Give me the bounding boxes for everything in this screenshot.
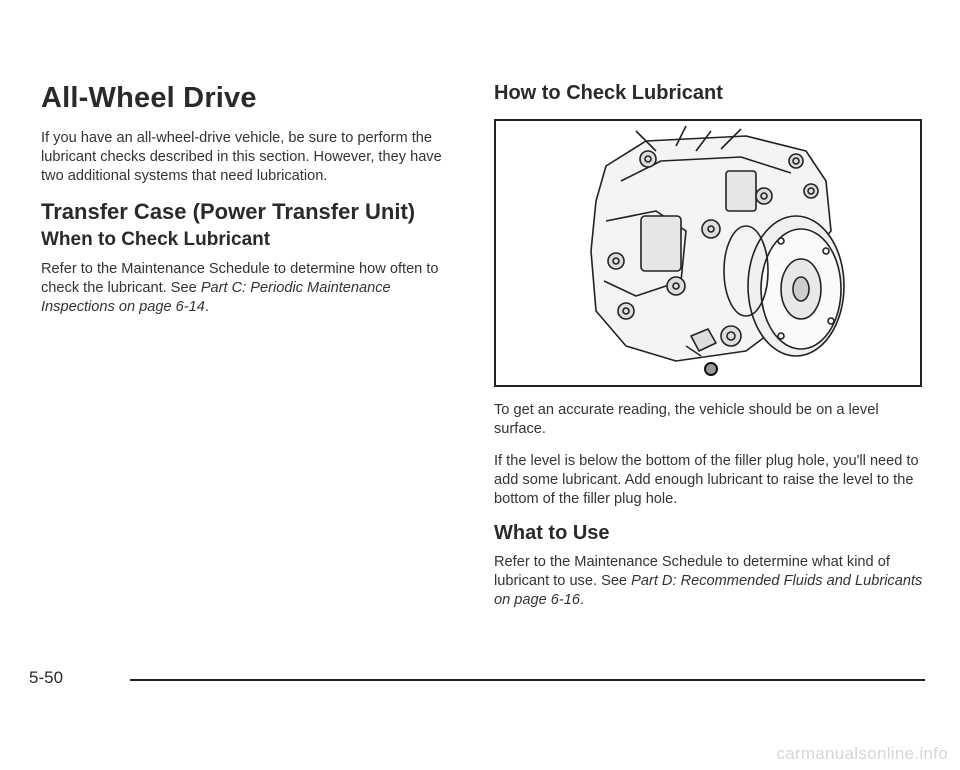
periodic-inspections-reference[interactable]: Part C: Periodic Maintenance Inspections on page 6-14 bbox=[41, 280, 391, 315]
transfer-case-illustration-icon bbox=[496, 121, 920, 385]
what-to-use-paragraph bbox=[494, 553, 924, 610]
subheading-what-to-use: What to Use bbox=[494, 522, 610, 544]
right-column bbox=[494, 82, 924, 623]
when-text: Refer to the Maintenance Schedule to determine how often to check the lubricant. See bbox=[41, 261, 439, 296]
section-heading-transfer-case: Transfer Case (Power Transfer Unit) bbox=[41, 199, 416, 224]
recommended-fluids-reference[interactable]: Part D: Recommended Fluids and Lubricants on page 6-16 bbox=[494, 573, 923, 608]
intro-paragraph: If you have an all-wheel-drive vehicle, be sure to perform the lubricant checks described in this section. However, they have two additional systems that need lubrication. bbox=[41, 130, 442, 184]
use-text-end: . bbox=[580, 592, 585, 608]
subheading-when-to-check: When to Check Lubricant bbox=[41, 229, 271, 250]
watermark: carmanualsonline.info bbox=[776, 744, 948, 763]
page-title: All-Wheel Drive bbox=[41, 82, 257, 114]
use-text: Refer to the Maintenance Schedule to determine what kind of lubricant to use. See bbox=[494, 554, 890, 589]
when-text-end: . bbox=[204, 299, 209, 315]
transfer-case-figure bbox=[494, 119, 922, 387]
level-paragraph: If the level is below the bottom of the filler plug hole, you'll need to add some lubricant. Add enough lubricant to raise the level to the bottom of the filler plug hole. bbox=[494, 453, 919, 507]
subheading-how-to-check: How to Check Lubricant bbox=[494, 82, 723, 104]
when-paragraph bbox=[41, 260, 461, 317]
left-column bbox=[41, 82, 461, 330]
accurate-reading-paragraph: To get an accurate reading, the vehicle should be on a level surface. bbox=[494, 402, 879, 437]
footer-divider bbox=[130, 679, 925, 681]
page-number: 5-50 bbox=[29, 668, 64, 687]
